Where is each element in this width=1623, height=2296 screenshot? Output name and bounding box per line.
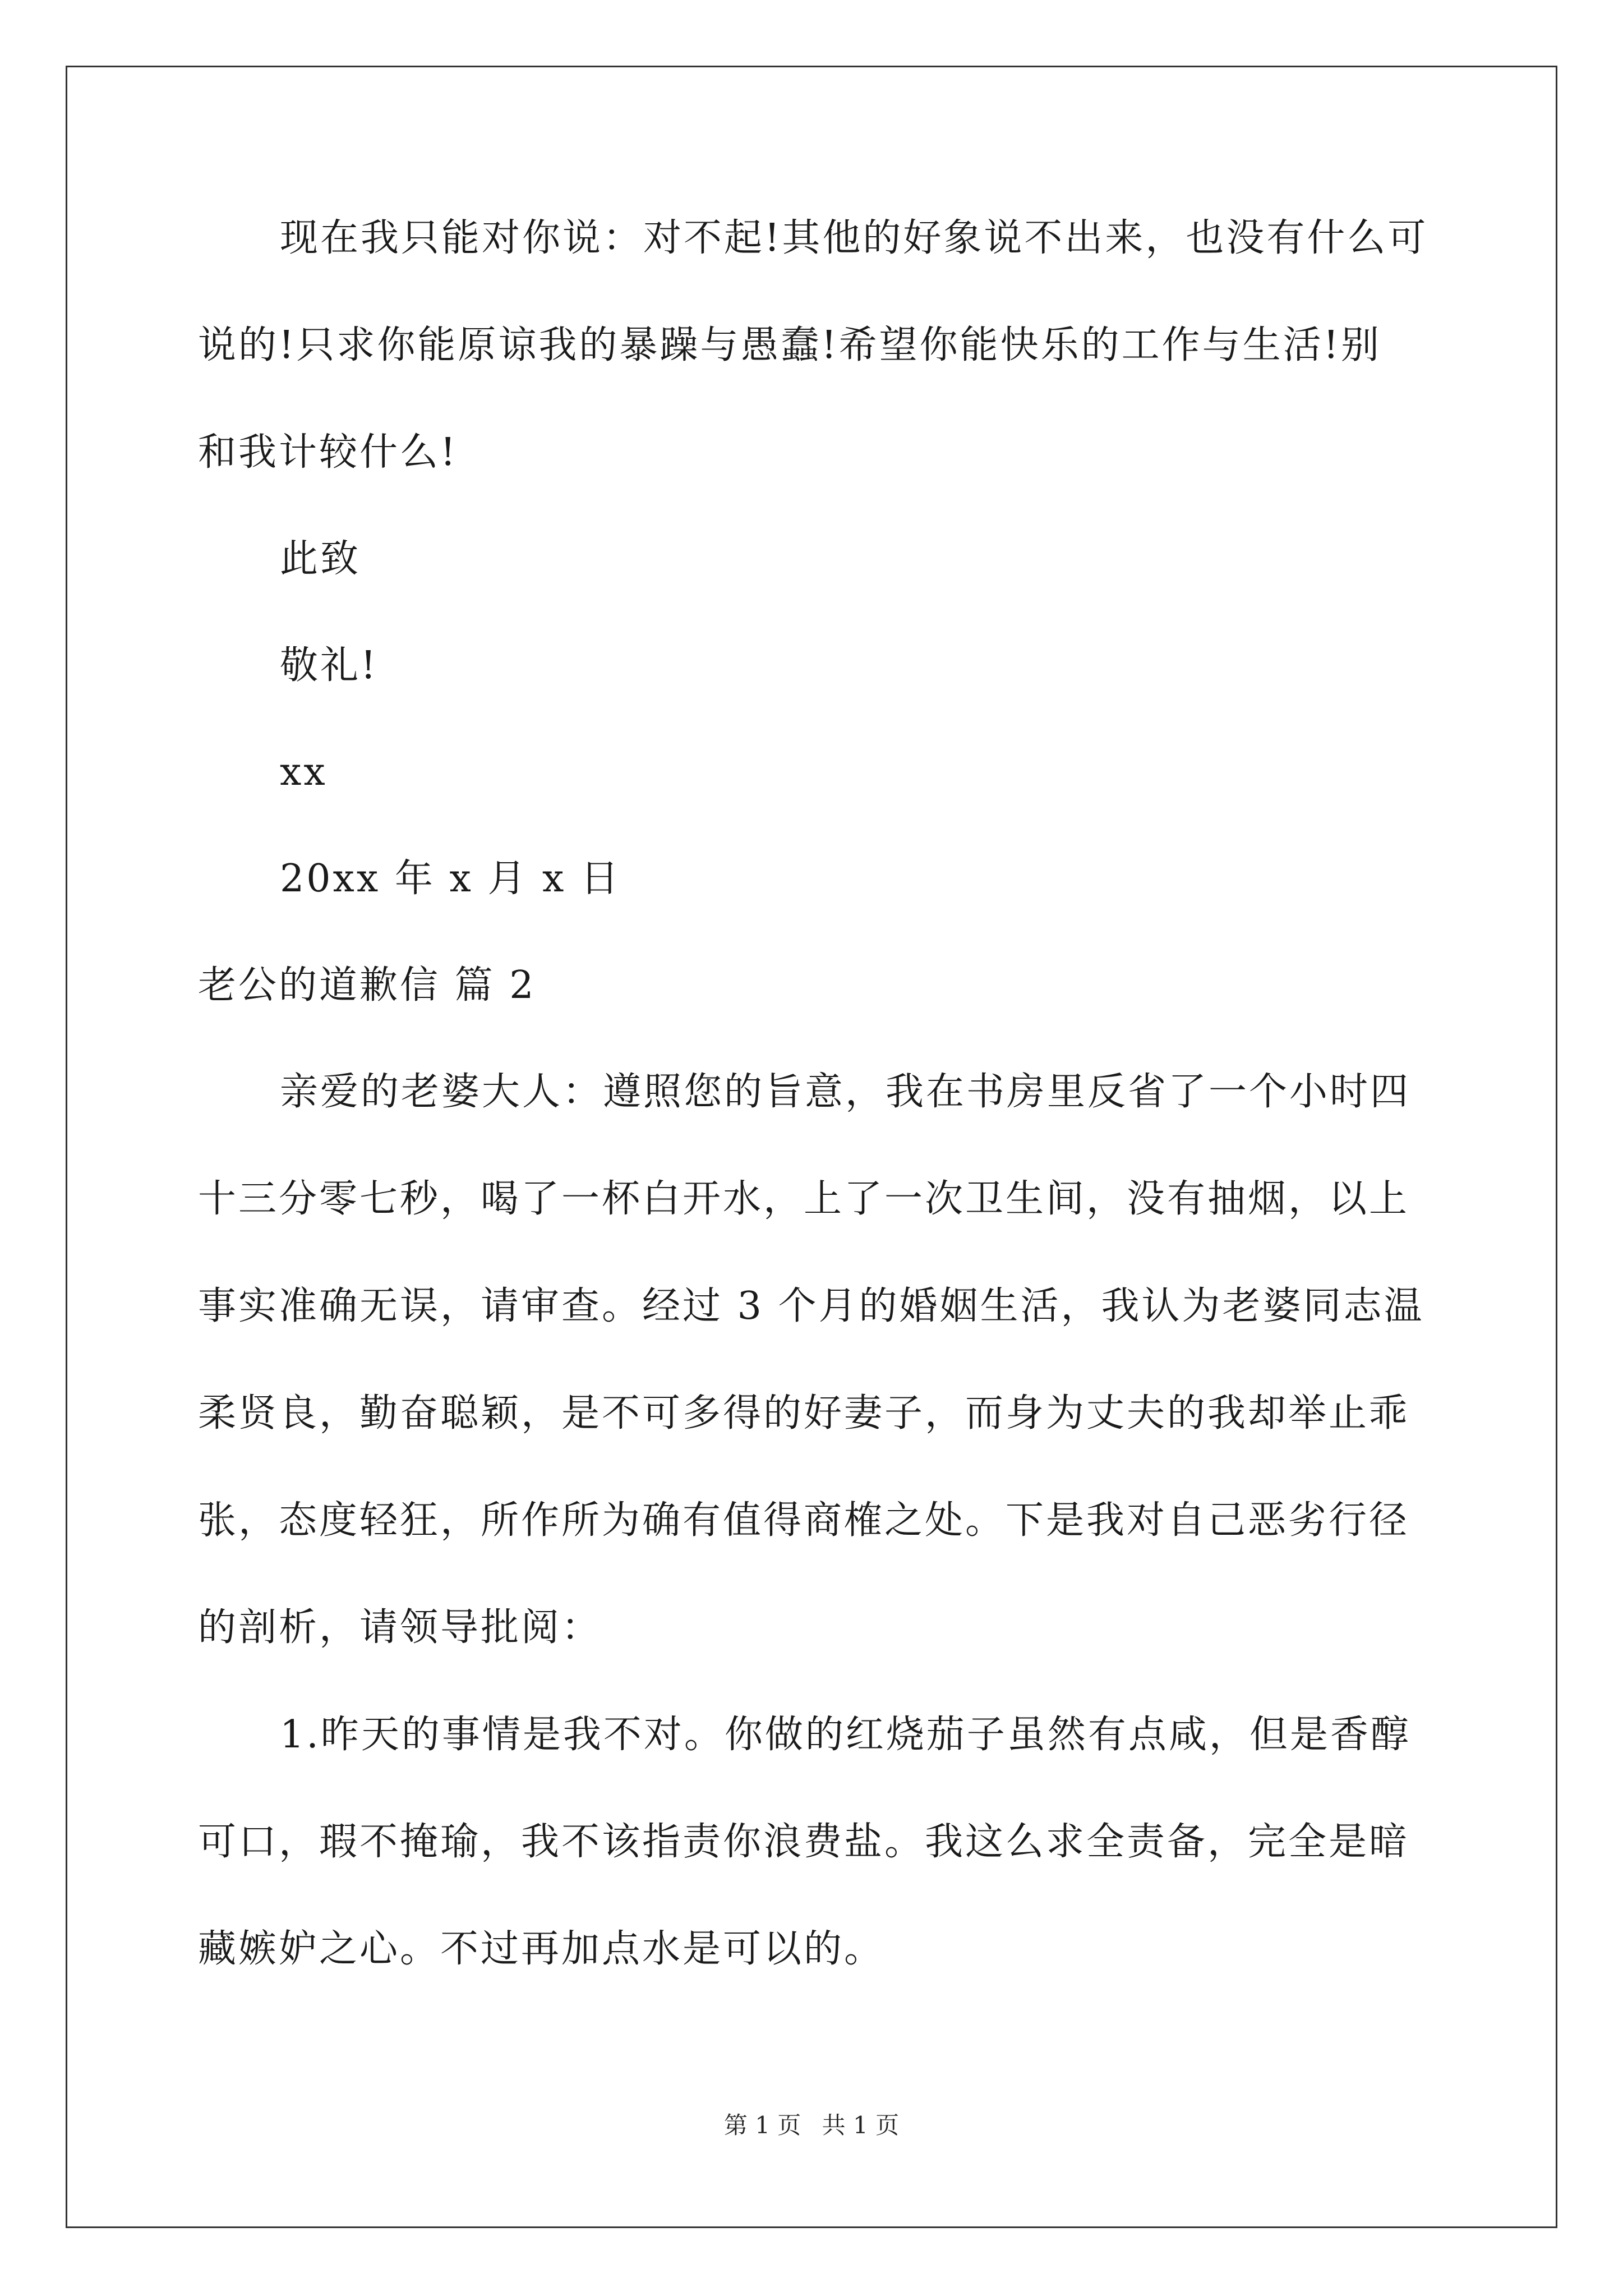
paragraph-line: 柔贤良，勤奋聪颖，是不可多得的好妻子，而身为丈夫的我却举止乖 [198,1391,1410,1435]
page-footer [0,2111,1623,2139]
section-heading: 老公的道歉信 篇 2 [198,963,536,1007]
paragraph-line: 的剖析，请领导批阅： [198,1605,602,1650]
paragraph-line: 可口，瑕不掩瑜，我不该指责你浪费盐。我这么求全责备，完全是暗 [198,1820,1410,1864]
paragraph-line: 藏嫉妒之心。不过再加点水是可以的。 [198,1927,885,1971]
paragraph-line: 和我计较什么! [198,430,458,475]
date-line: 20xx 年 x 月 x 日 [280,857,621,901]
paragraph-line: 1.昨天的事情是我不对。你做的红烧茄子虽然有点咸，但是香醇 [280,1713,1411,1757]
closing-salutation: 此致 [280,537,361,581]
page-number: 第 1 页 [723,2111,801,2139]
page-border [66,66,1557,2228]
paragraph-line: 十三分零七秒，喝了一杯白开水，上了一次卫生间，没有抽烟，以上 [198,1177,1410,1221]
paragraph-line: 说的!只求你能原谅我的暴躁与愚蠢!希望你能快乐的工作与生活!别 [198,323,1381,367]
paragraph-line: 现在我只能对你说：对不起!其他的好象说不出来，也没有什么可 [280,216,1428,260]
paragraph-line: 张，态度轻狂，所作所为确有值得商榷之处。下是我对自己恶劣行径 [198,1498,1410,1543]
page-total: 共 1 页 [822,2111,900,2139]
signature: xx [280,750,328,794]
paragraph-line: 事实准确无误，请审查。经过 3 个月的婚姻生活，我认为老婆同志温 [198,1284,1424,1328]
paragraph-line: 亲爱的老婆大人：遵照您的旨意，我在书房里反省了一个小时四 [280,1070,1411,1114]
closing-regards: 敬礼! [280,643,379,688]
